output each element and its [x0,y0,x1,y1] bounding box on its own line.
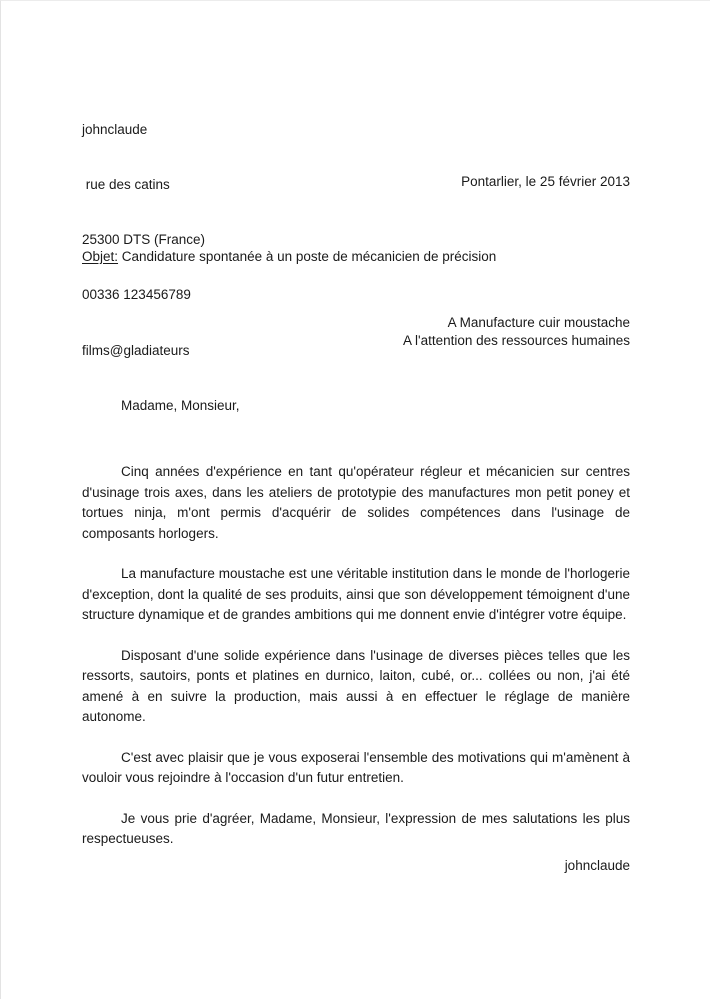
recipient-address-block [82,314,630,349]
body-paragraph: La manufacture moustache est une véritable institution dans le monde de l'horlogerie d'exception, dont la qualité de ses produits, ainsi que son développement témoignent d'une structure dynamique et de grandes ambitions qui me donnent envie d'intégrer votre équipe. [82,566,630,622]
recipient-company: A Manufacture cuir moustache [447,315,630,330]
place-and-date: Pontarlier, le 25 février 2013 [461,174,630,189]
sender-email: films@gladiateurs [82,342,190,358]
body-paragraph: Je vous prie d'agréer, Madame, Monsieur, l'expression de mes salutations les plus respectueuses. [82,810,630,846]
recipient-attention: A l'attention des ressources humaines [403,332,630,348]
subject-label: Objet: [82,249,119,264]
letter-body [82,462,630,850]
subject-text: Candidature spontanée à un poste de mécanicien de précision [118,249,497,264]
sender-name: johnclaude [82,121,148,137]
body-paragraph: Disposant d'une solide expérience dans l'usinage de diverses pièces telles que les ressorts, sautoirs, ponts et platines en durnico, laiton, cubé, or... collées ou non, j'ai été amené à en suivre la production, mais aussi à en effectuer le réglage de manière autonome. [82,647,630,724]
body-paragraph: Cinq années d'expérience en tant qu'opérateur régleur et mécanicien sur centres d'usinage trois axes, dans les ateliers de prototypie des manufactures mon petit poney et tortues ninja, m'ont permis d'acquérir de solides compétences dans l'usinage de composants horlogers. [82,464,630,541]
sender-street: rue des catins [82,177,170,193]
subject-line [82,248,496,266]
signature: johnclaude [564,858,630,873]
sender-phone: 00336 123456789 [82,287,191,303]
body-paragraph: C'est avec plaisir que je vous exposerai l'ensemble des motivations qui m'amènent à vouloir vous rejoindre à l'occasion d'un futur entretien. [82,749,630,785]
sender-address-block [82,84,205,397]
letter-content-column [82,1,630,999]
salutation: Madame, Monsieur, [121,398,240,413]
sender-city: 25300 DTS (France) [82,232,206,248]
